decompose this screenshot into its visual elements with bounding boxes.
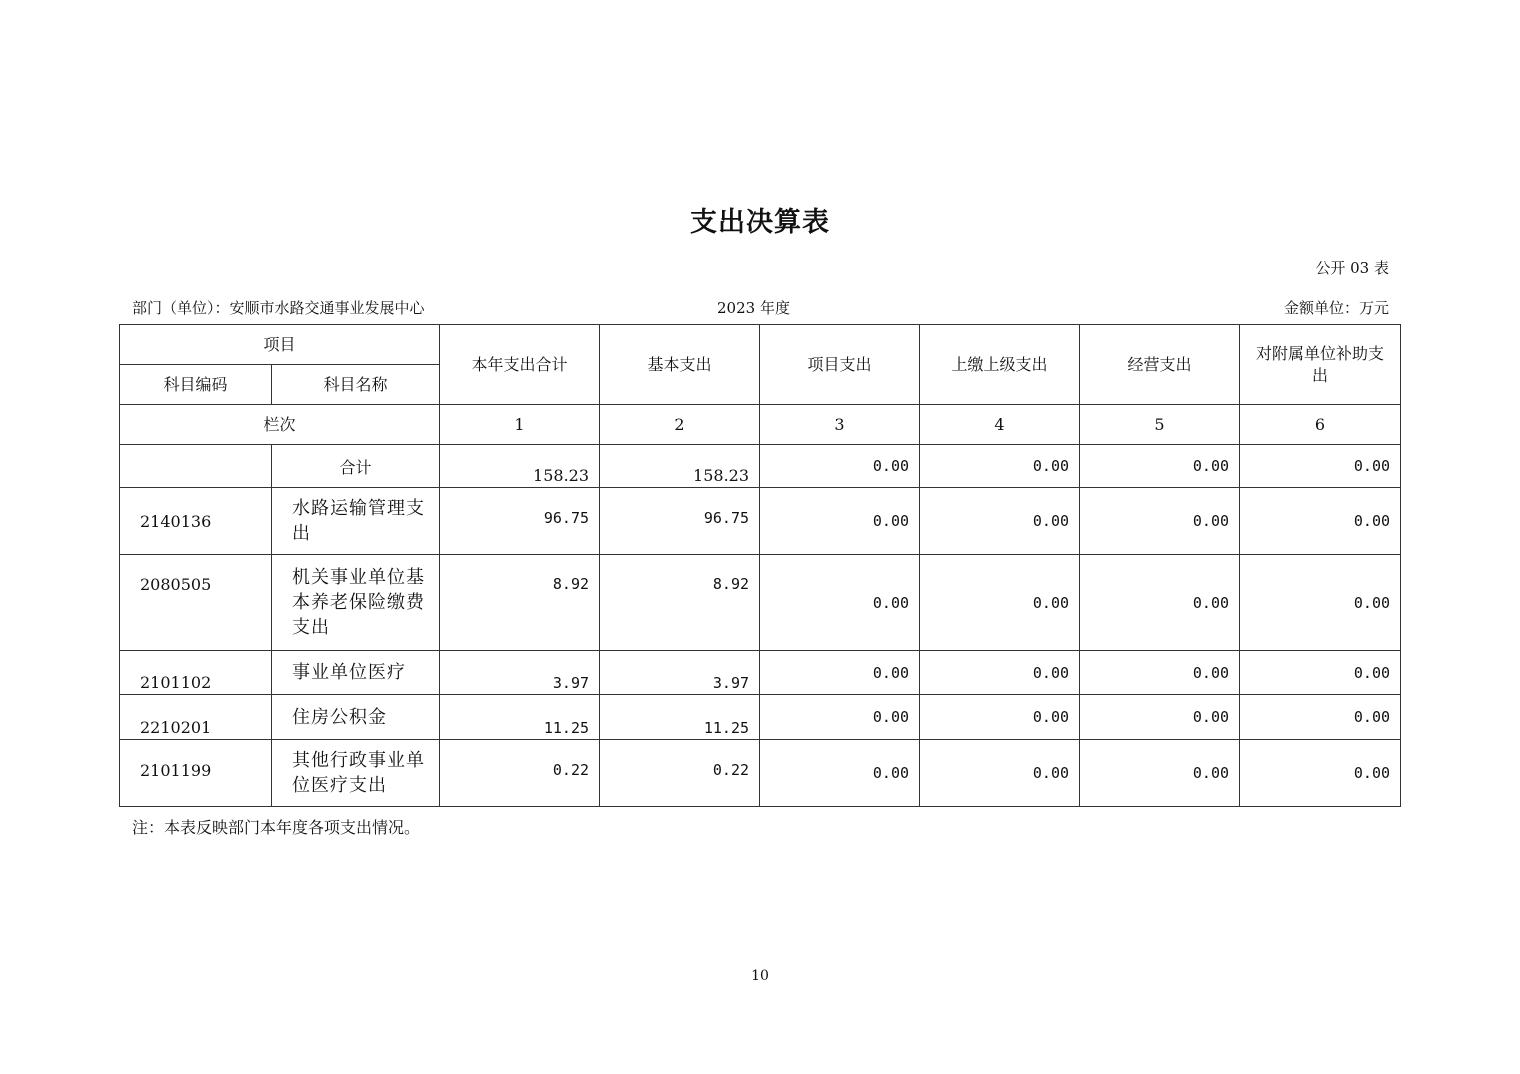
amount-cell: 0.00 <box>920 651 1080 695</box>
form-number: 公开 03 表 <box>1315 259 1389 277</box>
row-index-label: 栏次 <box>120 405 440 445</box>
amount-cell: 3.97 <box>440 651 600 695</box>
subject-name: 其他行政事业单位医疗支出 <box>272 740 440 807</box>
subject-name: 事业单位医疗 <box>272 651 440 695</box>
header-project: 项目 <box>120 325 440 365</box>
amount-cell: 0.00 <box>1080 651 1240 695</box>
amount-cell: 0.00 <box>1240 488 1401 555</box>
amount-cell: 11.25 <box>440 695 600 740</box>
subject-code: 2101199 <box>120 740 272 807</box>
amount-unit: 金额单位：万元 <box>1283 299 1389 317</box>
subject-name: 水路运输管理支出 <box>272 488 440 555</box>
header-business-expenditure: 经营支出 <box>1080 325 1240 405</box>
header-subject-name: 科目名称 <box>272 365 440 405</box>
table-row <box>120 555 1401 651</box>
amount-cell: 96.75 <box>600 488 760 555</box>
table-note: 注：本表反映部门本年度各项支出情况。 <box>132 818 421 837</box>
total-value: 0.00 <box>760 445 920 488</box>
amount-cell: 0.00 <box>920 740 1080 807</box>
amount-cell: 0.00 <box>1240 651 1401 695</box>
total-value: 0.00 <box>1240 445 1401 488</box>
header-upper-level-expenditure: 上缴上级支出 <box>920 325 1080 405</box>
amount-cell: 0.22 <box>440 740 600 807</box>
page-title: 支出决算表 <box>690 207 830 238</box>
header-subsidy-expenditure: 对附属单位补助支出 <box>1240 325 1401 405</box>
total-row <box>120 445 1401 488</box>
header-basic-expenditure: 基本支出 <box>600 325 760 405</box>
subject-code: 2080505 <box>120 555 272 651</box>
column-index: 2 <box>600 405 760 445</box>
amount-cell: 0.00 <box>760 651 920 695</box>
table-row <box>120 651 1401 695</box>
amount-cell: 0.00 <box>920 488 1080 555</box>
amount-cell: 3.97 <box>600 651 760 695</box>
amount-cell: 0.00 <box>760 555 920 651</box>
amount-cell: 0.00 <box>1080 695 1240 740</box>
total-label: 合计 <box>272 445 440 488</box>
amount-cell: 0.22 <box>600 740 760 807</box>
subject-code: 2101102 <box>120 651 272 695</box>
page-number: 10 <box>751 968 769 984</box>
header-project-expenditure: 项目支出 <box>760 325 920 405</box>
expenditure-table <box>119 324 1401 807</box>
total-code-cell <box>120 445 272 488</box>
table-row <box>120 695 1401 740</box>
amount-cell: 0.00 <box>760 488 920 555</box>
column-index: 1 <box>440 405 600 445</box>
amount-cell: 8.92 <box>440 555 600 651</box>
fiscal-year: 2023 年度 <box>717 299 790 317</box>
amount-cell: 0.00 <box>1240 555 1401 651</box>
department-label: 部门（单位）：安顺市水路交通事业发展中心 <box>132 299 425 317</box>
column-index: 6 <box>1240 405 1401 445</box>
subject-name: 住房公积金 <box>272 695 440 740</box>
column-index: 3 <box>760 405 920 445</box>
subject-code: 2140136 <box>120 488 272 555</box>
amount-cell: 0.00 <box>1080 740 1240 807</box>
subject-name: 机关事业单位基本养老保险缴费支出 <box>272 555 440 651</box>
total-value: 0.00 <box>1080 445 1240 488</box>
subject-code: 2210201 <box>120 695 272 740</box>
amount-cell: 0.00 <box>1080 488 1240 555</box>
total-value: 158.23 <box>440 445 600 488</box>
amount-cell: 0.00 <box>1240 695 1401 740</box>
amount-cell: 0.00 <box>1240 740 1401 807</box>
header-subject-code: 科目编码 <box>120 365 272 405</box>
total-value: 158.23 <box>600 445 760 488</box>
table-row <box>120 488 1401 555</box>
amount-cell: 0.00 <box>760 740 920 807</box>
column-index: 4 <box>920 405 1080 445</box>
meta-row <box>132 297 1389 319</box>
amount-cell: 0.00 <box>1080 555 1240 651</box>
total-value: 0.00 <box>920 445 1080 488</box>
amount-cell: 0.00 <box>760 695 920 740</box>
amount-cell: 0.00 <box>920 555 1080 651</box>
table-row <box>120 740 1401 807</box>
column-index: 5 <box>1080 405 1240 445</box>
amount-cell: 0.00 <box>920 695 1080 740</box>
amount-cell: 11.25 <box>600 695 760 740</box>
amount-cell: 8.92 <box>600 555 760 651</box>
amount-cell: 96.75 <box>440 488 600 555</box>
header-total-expenditure: 本年支出合计 <box>440 325 600 405</box>
